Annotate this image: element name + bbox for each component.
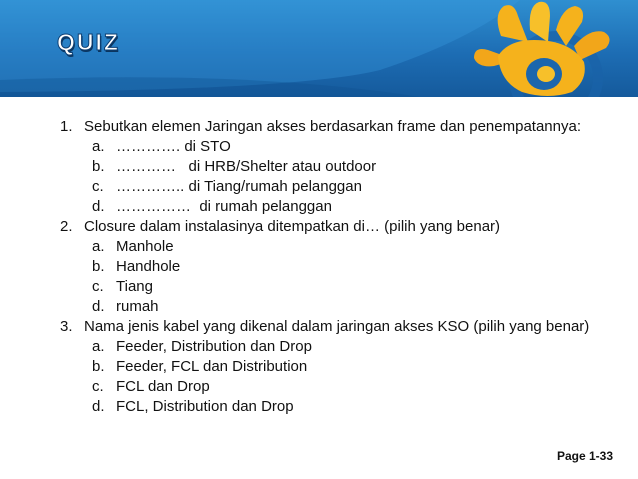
option-item [84,397,620,417]
page-number: Page 1-33 [556,449,613,463]
option-letter: c. [92,278,104,295]
option-item [84,137,620,157]
option-letter: b. [92,158,105,175]
option-item [84,297,620,317]
sun-hand-logo-icon [438,0,638,97]
option-letter: a. [92,238,105,255]
option-text: Feeder, Distribution dan Drop [116,338,312,355]
option-text: FCL dan Drop [116,378,210,395]
option-letter: d. [92,398,105,415]
option-letter: c. [92,378,104,395]
question-3 [60,317,620,417]
option-item [84,277,620,297]
option-item [84,177,620,197]
option-item [84,157,620,177]
question-number: 1. [60,118,73,135]
question-1 [60,117,620,217]
option-item [84,337,620,357]
question-text: Sebutkan elemen Jaringan akses berdasarkan frame dan penempatannya: [84,118,581,135]
option-letter: d. [92,198,105,215]
option-item [84,357,620,377]
question-text: Closure dalam instalasinya ditempatkan di… (pilih yang benar) [84,218,501,235]
option-letter: c. [92,178,104,195]
option-item [84,237,620,257]
option-text: rumah [116,298,159,315]
option-text: Handhole [116,258,181,275]
page-title: QUIZ [57,29,120,55]
option-text: ………… di HRB/Shelter atau outdoor [116,158,377,175]
option-text: Tiang [116,278,153,295]
question-number: 2. [60,218,73,235]
header-banner [0,0,638,97]
option-letter: b. [92,258,105,275]
option-text: Manhole [116,238,174,255]
option-text: …………. di STO [116,138,231,155]
option-letter: a. [92,138,105,155]
option-text: FCL, Distribution dan Drop [116,398,294,415]
option-letter: d. [92,298,105,315]
quiz-content [60,117,620,417]
option-letter: b. [92,358,105,375]
option-text: …………… di rumah pelanggan [116,198,332,215]
option-letter: a. [92,338,105,355]
option-text: ………….. di Tiang/rumah pelanggan [116,178,362,195]
question-text: Nama jenis kabel yang dikenal dalam jaringan akses KSO (pilih yang benar) [84,318,590,335]
question-2 [60,217,620,317]
option-item [84,197,620,217]
option-text: Feeder, FCL dan Distribution [116,358,308,375]
question-number: 3. [60,318,73,335]
option-item [84,377,620,397]
option-item [84,257,620,277]
